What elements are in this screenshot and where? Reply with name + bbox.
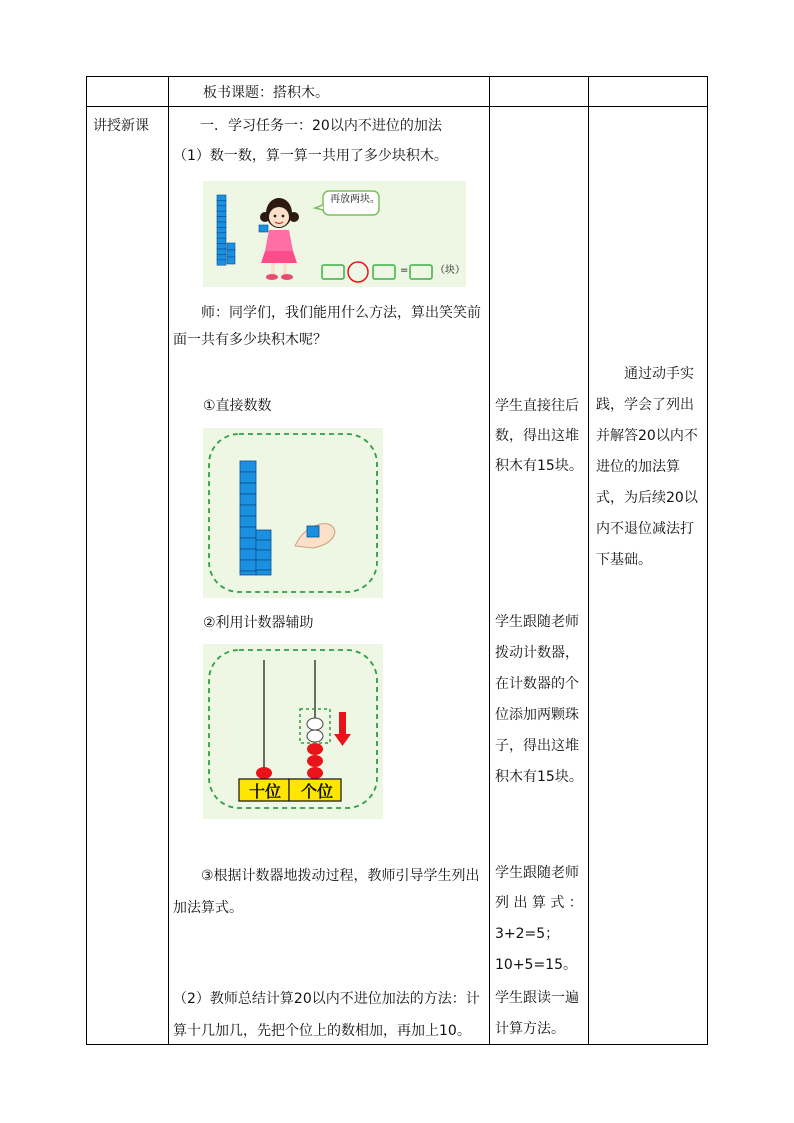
tens-label: 十位 (249, 782, 282, 801)
speech-text: 再放两块。 (330, 194, 380, 205)
student-activity-3-line-2: 列 出 算 式 ： (495, 895, 583, 911)
blocks-hand-illustration (203, 428, 383, 598)
col-divider-3 (588, 76, 589, 1045)
ones-bead (307, 743, 323, 755)
col-divider-1 (168, 76, 169, 1045)
table-right-border (707, 76, 708, 1045)
equals-sign: = (400, 265, 409, 276)
section-label: 讲授新课 (93, 118, 149, 134)
student-activity-3-line-4: 10+5=15。 (495, 957, 577, 973)
design-intent: 通过动手实践，学会了列出并解答20以内不进位的加法算式，为后续20以内不退位减法打下基础。 (596, 366, 698, 568)
question-1: （1）数一数，算一算一共用了多少块积木。 (173, 148, 448, 164)
tens-bead (256, 767, 272, 779)
student-activity-3-line-1: 学生跟随老师 (495, 865, 579, 881)
abacus-illustration (203, 644, 383, 819)
ones-bead (307, 767, 323, 779)
table-top-border (86, 76, 708, 77)
col-divider-2 (489, 76, 490, 1045)
added-bead (307, 730, 323, 742)
teacher-question: 师：同学们，我们能用什么方法，算出笑笑前面一共有多少块积木呢？ (173, 305, 481, 348)
added-bead (307, 718, 323, 730)
table-left-border (86, 76, 87, 1045)
method-3-text: ③根据计数器地拨动过程，教师引导学生列出加法算式。 (173, 868, 480, 916)
student-activity-1: 学生直接往后数，得出这堆积木有15块。 (495, 398, 583, 474)
ones-label: 个位 (301, 782, 334, 801)
row-divider (86, 106, 708, 107)
question-2: （2）教师总结计算20以内不进位加法的方法：计算十几加几，先把个位上的数相加，再加上10。 (173, 991, 480, 1039)
student-activity-3-line-3: 3+2=5； (495, 926, 560, 942)
ones-bead (307, 755, 323, 767)
method-2-label: ②利用计数器辅助 (203, 615, 314, 631)
method-1-label: ①直接数数 (203, 398, 272, 414)
student-activity-4: 学生跟读一遍计算方法。 (495, 990, 579, 1037)
task-heading: 一．学习任务一：20以内不进位的加法 (200, 118, 442, 134)
student-activity-2: 学生跟随老师拨动计数器，在计数器的个位添加两颗珠子，得出这堆积木有15块。 (495, 614, 583, 785)
unit-label: （块） (435, 265, 465, 276)
board-title: 板书课题：搭积木。 (203, 85, 329, 101)
